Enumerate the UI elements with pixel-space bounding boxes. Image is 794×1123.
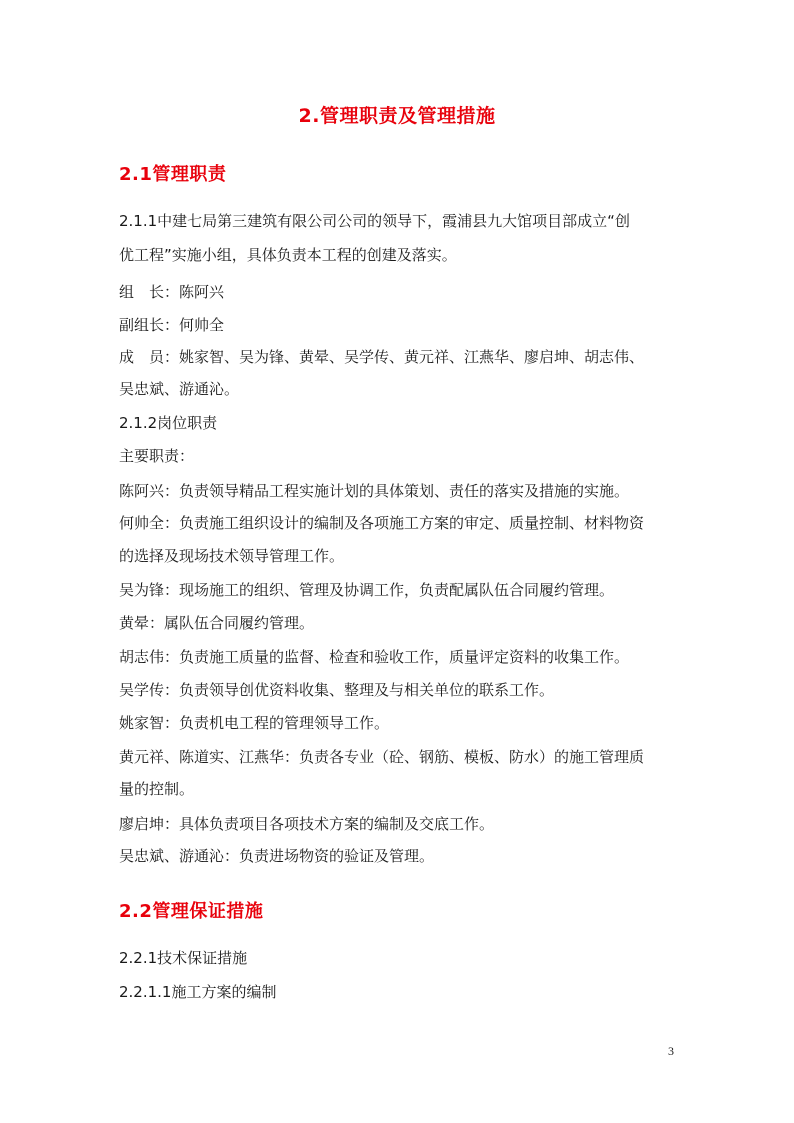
body-line: 优工程”实施小组，具体负责本工程的创建及落实。 (119, 246, 457, 264)
body-line: 廖启坤：具体负责项目各项技术方案的编制及交底工作。 (119, 815, 495, 833)
body-line: 组 长：陈阿兴 (119, 283, 225, 301)
body-line: 主要职责： (119, 447, 195, 465)
body-line: 黄晕：属队伍合同履约管理。 (119, 614, 315, 632)
subsection-heading-2-2-1: 2.2.1技术保证措施 (119, 949, 248, 967)
subsection-heading-2-2-1-1: 2.2.1.1施工方案的编制 (119, 983, 277, 1001)
body-line: 的选择及现场技术领导管理工作。 (119, 547, 345, 565)
body-line: 吴为锋：现场施工的组织、管理及协调工作，负责配属队伍合同履约管理。 (119, 581, 615, 599)
body-line: 何帅全：负责施工组织设计的编制及各项施工方案的审定、质量控制、材料物资 (119, 514, 645, 532)
body-line: 胡志伟：负责施工质量的监督、检查和验收工作，质量评定资料的收集工作。 (119, 648, 630, 666)
body-line: 量的控制。 (119, 780, 195, 798)
body-line: 2.1.1中建七局第三建筑有限公司公司的领导下，霞浦县九大馆项目部成立“创 (119, 212, 630, 230)
body-line: 姚家智：负责机电工程的管理领导工作。 (119, 714, 390, 732)
body-line: 吴忠斌、游通沁：负责进场物资的验证及管理。 (119, 847, 435, 865)
document-title: 2.管理职责及管理措施 (298, 105, 496, 127)
body-line: 吴学传：负责领导创优资料收集、整理及与相关单位的联系工作。 (119, 681, 555, 699)
body-line: 陈阿兴：负责领导精品工程实施计划的具体策划、责任的落实及措施的实施。 (119, 482, 630, 500)
body-line: 副组长：何帅全 (119, 316, 225, 334)
body-line: 吴忠斌、游通沁。 (119, 380, 240, 398)
subsection-heading-2-1-2: 2.1.2岗位职责 (119, 414, 218, 432)
section-heading-2-1: 2.1管理职责 (119, 164, 227, 185)
section-heading-2-2: 2.2管理保证措施 (119, 901, 264, 922)
body-line: 成 员：姚家智、吴为锋、黄晕、吴学传、黄元祥、江燕华、廖启坤、胡志伟、 (119, 348, 645, 366)
body-line: 黄元祥、陈道实、江燕华：负责各专业（砼、钢筋、模板、防水）的施工管理质 (119, 748, 645, 766)
page-number: 3 (668, 1044, 674, 1058)
